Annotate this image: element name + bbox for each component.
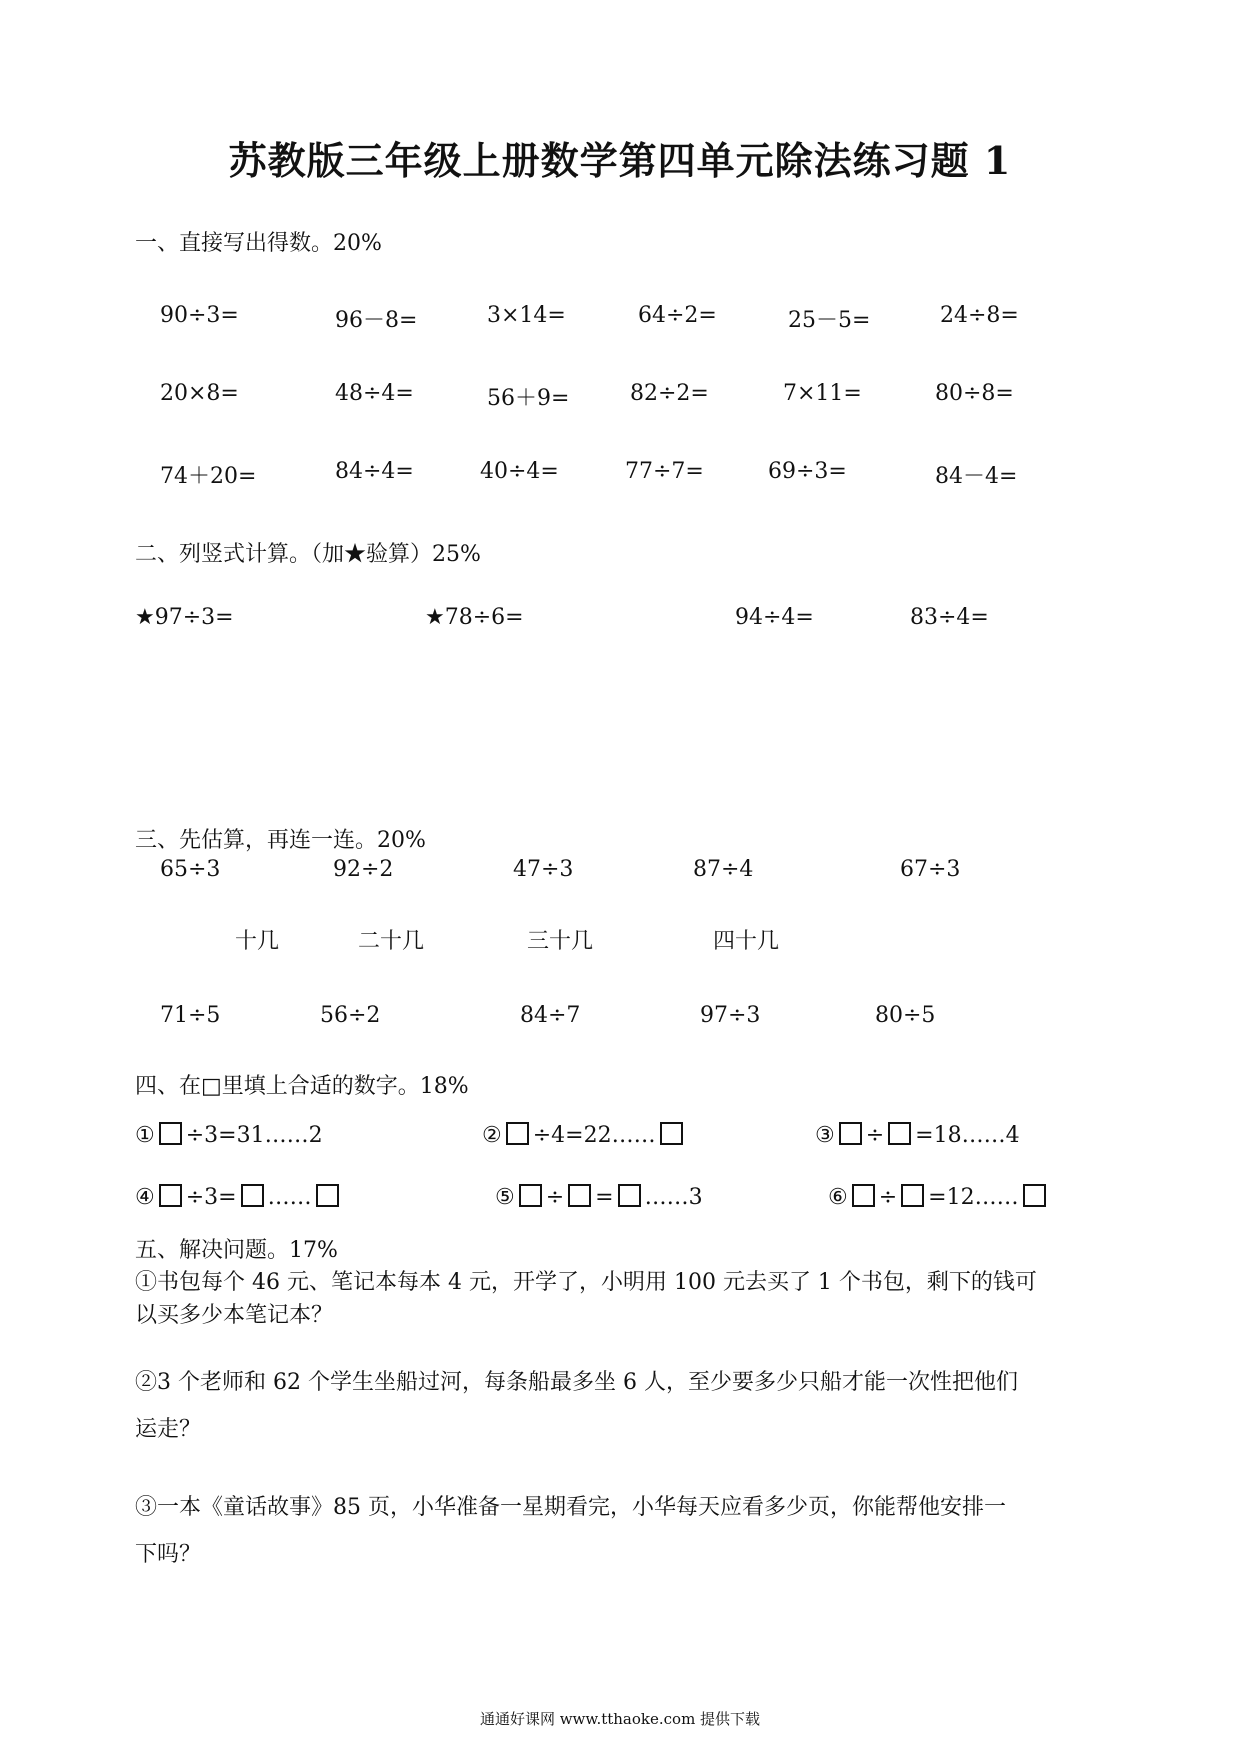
s1-r2-c6: 80÷8= — [935, 381, 1014, 406]
s3-top-4: 87÷4 — [693, 857, 754, 882]
s3-bot-1: 71÷5 — [160, 1003, 221, 1028]
s3-top-1: 65÷3 — [160, 857, 221, 882]
s1-r1-c1: 90÷3= — [160, 303, 239, 328]
s1-r3-c5: 69÷3= — [768, 459, 847, 484]
s1-r1-c4: 64÷2= — [638, 303, 717, 328]
s1-r2-c3: 56＋9= — [487, 386, 570, 411]
s4-q6-text-a: ÷ — [878, 1185, 898, 1210]
s1-r1-c5: 25－5= — [788, 308, 871, 333]
s4-q4-text-b: …… — [267, 1185, 312, 1210]
blank-box[interactable] — [159, 1122, 182, 1145]
blank-box[interactable] — [618, 1184, 641, 1207]
blank-box[interactable] — [852, 1184, 875, 1207]
s4-q4-text-a: ÷3= — [185, 1185, 237, 1210]
s4-q6 — [828, 1184, 1050, 1210]
blank-box[interactable] — [888, 1122, 911, 1145]
s3-top-3: 47÷3 — [513, 857, 574, 882]
s4-q5-text-a: ÷ — [545, 1185, 565, 1210]
s4-q5-num: ⑤ — [495, 1185, 515, 1210]
section3-heading: 三、先估算，再连一连。20% — [135, 828, 426, 853]
s4-q4-num: ④ — [135, 1185, 155, 1210]
section2-heading: 二、列竖式计算。（加★验算）25% — [135, 542, 481, 567]
s3-mid-1: 十几 — [235, 929, 280, 954]
s5-p1-line2: 以买多少本笔记本？ — [135, 1303, 334, 1328]
s3-top-2: 92÷2 — [333, 857, 394, 882]
s3-top-5: 67÷3 — [900, 857, 961, 882]
s1-r3-c4: 77÷7= — [625, 459, 704, 484]
page-title: 苏教版三年级上册数学第四单元除法练习题 1 — [228, 138, 1012, 183]
s1-r3-c2: 84÷4= — [335, 459, 414, 484]
section1-heading: 一、直接写出得数。20% — [135, 231, 382, 256]
s1-r2-c5: 7×11= — [783, 381, 862, 406]
s4-q1-num: ① — [135, 1123, 155, 1148]
s4-q4 — [135, 1184, 343, 1210]
s3-bot-4: 97÷3 — [700, 1003, 761, 1028]
s1-r2-c1: 20×8= — [160, 381, 239, 406]
s5-p3-line2: 下吗？ — [135, 1542, 202, 1567]
s5-p2-line1: ②3 个老师和 62 个学生坐船过河，每条船最多坐 6 人，至少要多少只船才能一次性把他们 — [135, 1370, 1018, 1395]
s3-bot-3: 84÷7 — [520, 1003, 581, 1028]
s4-q2-num: ② — [482, 1123, 502, 1148]
s1-r2-c2: 48÷4= — [335, 381, 414, 406]
blank-box[interactable] — [506, 1122, 529, 1145]
s4-q3-num: ③ — [815, 1123, 835, 1148]
s1-r2-c4: 82÷2= — [630, 381, 709, 406]
s1-r1-c6: 24÷8= — [940, 303, 1019, 328]
s4-q3-text-a: ÷ — [865, 1123, 885, 1148]
s3-bot-5: 80÷5 — [875, 1003, 936, 1028]
blank-box[interactable] — [901, 1184, 924, 1207]
s1-r3-c1: 74＋20= — [160, 464, 257, 489]
s5-p1-line1: ①书包每个 46 元、笔记本每本 4 元，开学了，小明用 100 元去买了 1 个书包，剩下的钱可 — [135, 1270, 1037, 1295]
blank-box[interactable] — [159, 1184, 182, 1207]
s1-r1-c2: 96－8= — [335, 308, 418, 333]
section5-heading: 五、解决问题。17% — [135, 1238, 338, 1263]
s4-q6-text-b: =12…… — [928, 1185, 1019, 1210]
s2-item1: ★97÷3= — [135, 605, 234, 630]
s4-q5-text-b: = — [595, 1185, 614, 1210]
s5-p3-line1: ③一本《童话故事》85 页，小华准备一星期看完，小华每天应看多少页，你能帮他安排一 — [135, 1495, 1006, 1520]
s4-q1-text: ÷3=31……2 — [185, 1123, 323, 1148]
s4-q2 — [482, 1122, 687, 1148]
s2-item4: 83÷4= — [910, 605, 989, 630]
s4-q2-text: ÷4=22…… — [532, 1123, 656, 1148]
blank-box[interactable] — [1023, 1184, 1046, 1207]
s4-q5 — [495, 1184, 703, 1210]
blank-box[interactable] — [660, 1122, 683, 1145]
s1-r1-c3: 3×14= — [487, 303, 566, 328]
s2-item3: 94÷4= — [735, 605, 814, 630]
s5-p2-line2: 运走？ — [135, 1417, 202, 1442]
s3-mid-3: 三十几 — [527, 929, 594, 954]
s4-q3 — [815, 1122, 1020, 1148]
s4-q1 — [135, 1122, 323, 1148]
section4-heading: 四、在□里填上合适的数字。18% — [135, 1074, 469, 1099]
blank-box[interactable] — [839, 1122, 862, 1145]
footer-text: 通通好课网 www.tthaoke.com 提供下载 — [479, 1710, 761, 1728]
s3-mid-4: 四十几 — [713, 929, 780, 954]
s4-q6-num: ⑥ — [828, 1185, 848, 1210]
s1-r3-c6: 84－4= — [935, 464, 1018, 489]
blank-box[interactable] — [568, 1184, 591, 1207]
blank-box[interactable] — [316, 1184, 339, 1207]
s1-r3-c3: 40÷4= — [480, 459, 559, 484]
s3-bot-2: 56÷2 — [320, 1003, 381, 1028]
s4-q3-text-b: =18……4 — [915, 1123, 1020, 1148]
blank-box[interactable] — [241, 1184, 264, 1207]
blank-box[interactable] — [519, 1184, 542, 1207]
s2-item2: ★78÷6= — [425, 605, 524, 630]
s3-mid-2: 二十几 — [358, 929, 425, 954]
s4-q5-text-c: ……3 — [644, 1185, 703, 1210]
